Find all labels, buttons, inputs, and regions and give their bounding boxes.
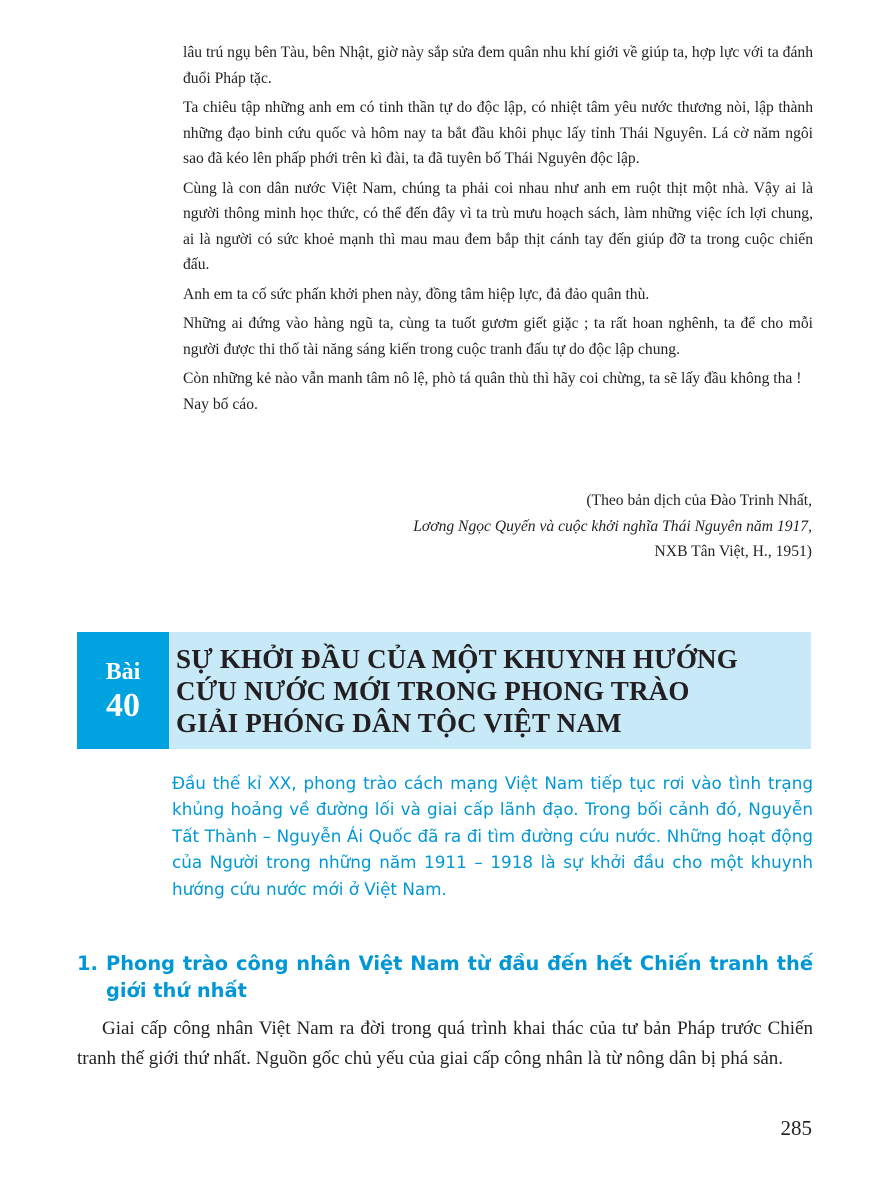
lesson-title-line: CỨU NƯỚC MỚI TRONG PHONG TRÀO [176, 676, 690, 706]
body-text [77, 1014, 813, 1074]
lesson-label: Bài [105, 659, 141, 685]
citation-comma: , [808, 517, 812, 535]
body-paragraph: Giai cấp công nhân Việt Nam ra đời trong quá trình khai thác của tư bản Pháp trước Chiến tranh thế giới thứ nhất. Nguồn gốc chủ yếu của giai cấp công nhân là từ nông dân bị phá sản. [77, 1018, 813, 1069]
lesson-introduction [172, 770, 813, 902]
lesson-number: 40 [106, 687, 140, 724]
section-number: 1. [77, 952, 98, 975]
citation-book-title: Lơơng Ngọc Quyến và cuộc khởi nghĩa Thái Nguyên năm 1917 [413, 517, 809, 535]
section-title: Phong trào công nhân Việt Nam từ đầu đến hết Chiến tranh thế giới thứ nhất [106, 952, 813, 1002]
proclamation-quote [183, 40, 813, 417]
lesson-title-line: GIẢI PHÓNG DÂN TỘC VIỆT NAM [176, 708, 622, 738]
quote-paragraph: Còn những kẻ nào vẫn manh tâm nô lệ, phò tá quân thù thì hãy coi chừng, ta sẽ lấy đầu không tha ! [183, 370, 802, 387]
lesson-header [77, 632, 811, 749]
page-number: 285 [780, 1116, 812, 1140]
citation-line-book [413, 514, 812, 540]
citation-line-translator: (Theo bản dịch của Đào Trinh Nhất, [586, 492, 812, 509]
quote-source-citation [413, 488, 812, 565]
quote-paragraph: Anh em ta cố sức phấn khởi phen này, đồng tâm hiệp lực, đả đảo quân thù. [183, 285, 650, 303]
lesson-title-line: SỰ KHỞI ĐẦU CỦA MỘT KHUYNH HƯỚNG [176, 644, 738, 674]
intro-paragraph: Đầu thế kỉ XX, phong trào cách mạng Việt Nam tiếp tục rơi vào tình trạng khủng hoảng về đường lối và giai cấp lãnh đạo. Trong bối cảnh đó, Nguyễn Tất Thành – Nguyễn Ái Quốc đã ra đi tìm đường cứu nước. Những hoạt động của Người trong những năm 1911 – 1918 là sự khởi đầu cho một khuynh hướng cứu nước mới ở Việt Nam. [172, 773, 813, 899]
lesson-number-badge [77, 632, 169, 749]
quote-paragraph: lâu trú ngụ bên Tàu, bên Nhật, giờ này sắp sửa đem quân nhu khí giới về giúp ta, hợp lực với ta đánh đuổi Pháp tặc. [183, 44, 813, 87]
lesson-title-band [169, 632, 811, 749]
quote-paragraph: Những ai đứng vào hàng ngũ ta, cùng ta tuốt gươm giết giặc ; ta rất hoan nghênh, ta để cho mỗi người được thi thố tài năng sáng kiến trong cuộc tranh đấu tự do độc lập chung. [183, 315, 813, 358]
citation-line-publisher: NXB Tân Việt, H., 1951) [654, 543, 812, 560]
quote-paragraph: Nay bố cáo. [183, 395, 258, 413]
quote-paragraph: Ta chiêu tập những anh em có tinh thần tự do độc lập, có nhiệt tâm yêu nước thương nòi, lập thành những đạo binh cứu quốc và hôm nay ta bắt đầu khôi phục lấy tỉnh Thái Nguyên. Lá cờ năm ngôi sao đã kéo lên phấp phới trên kì đài, ta đã tuyên bố Thái Nguyên độc lập. [183, 99, 813, 167]
quote-paragraph: Cùng là con dân nước Việt Nam, chúng ta phải coi nhau như anh em ruột thịt một nhà. Vậy ai là người thông minh học thức, có thể đến đây vì ta trù mưu hoạch sách, làm những việc ích lợi chung, ai là người có sức khoẻ mạnh thì mau mau đem bắp thịt cánh tay đến giúp đỡ ta trong cuộc chiến đấu. [183, 179, 813, 273]
